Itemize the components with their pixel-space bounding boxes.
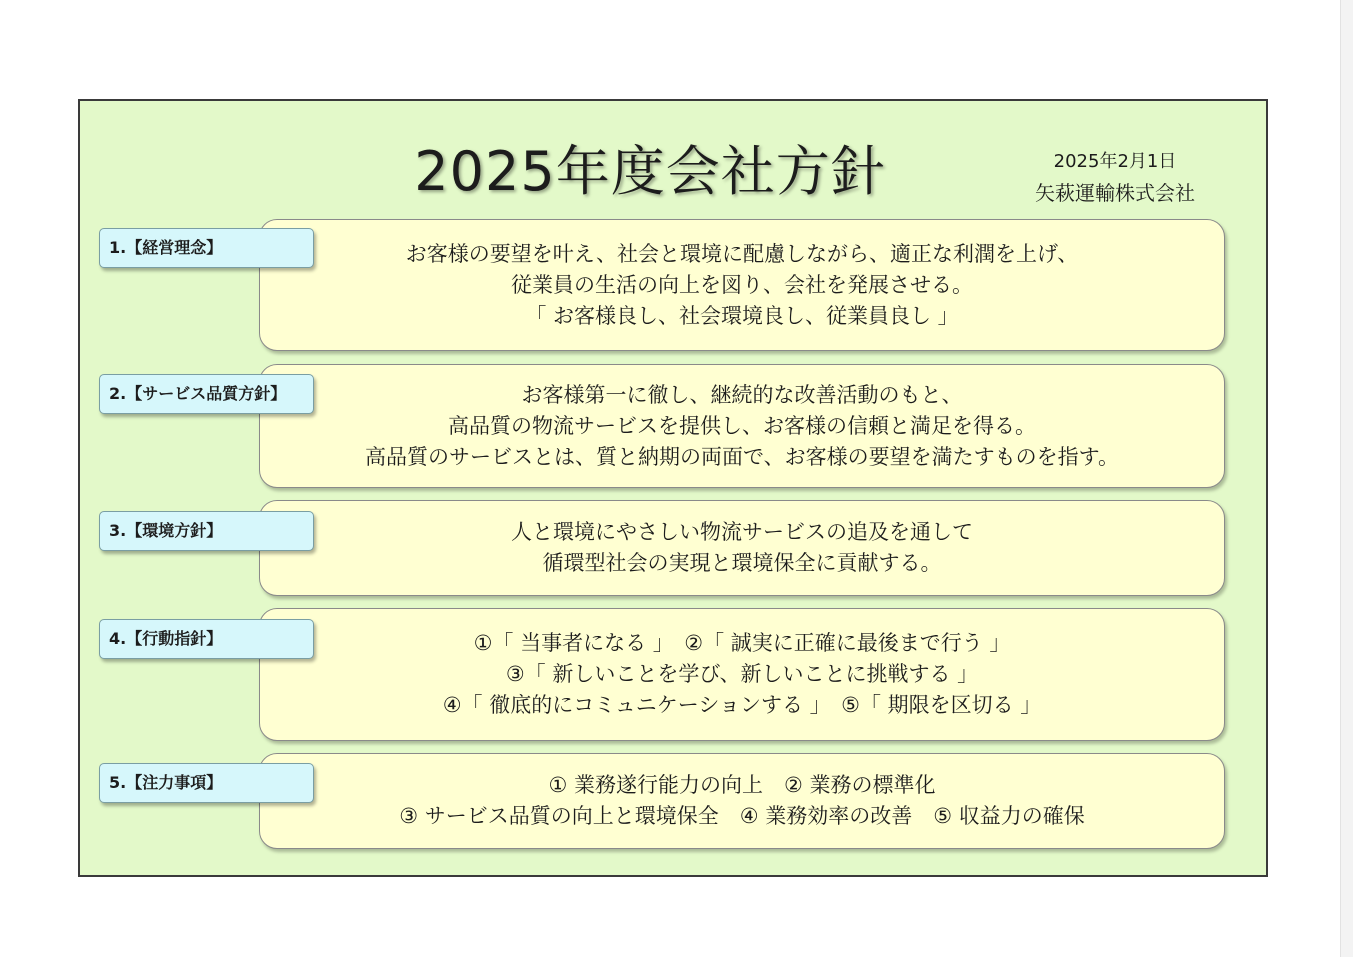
policy-panel xyxy=(78,99,1268,877)
section-4-box xyxy=(259,608,1225,741)
section-line: ④「 徹底的にコミュニケーションする 」 ⑤「 期限を区切る 」 xyxy=(442,693,1042,717)
issue-date: 2025年2月1日 xyxy=(1053,151,1177,172)
section-line: お客様の要望を叶え、社会と環境に配慮しながら、適正な利潤を上げ、 xyxy=(405,241,1079,266)
section-line: お客様第一に徹し、継続的な改善活動のもと、 xyxy=(521,382,963,407)
section-1-box xyxy=(259,219,1225,351)
section-3-box xyxy=(259,500,1225,596)
section-5-box xyxy=(259,753,1225,849)
section-5-label: 5.【注力事項】 xyxy=(99,763,314,803)
section-2-label: 2.【サービス品質方針】 xyxy=(99,374,314,414)
section-line: ① 業務遂行能力の向上 ② 業務の標準化 xyxy=(548,773,936,797)
company-name: 矢萩運輸株式会社 xyxy=(1035,181,1195,205)
section-line: 高品質の物流サービスを提供し、お客様の信頼と満足を得る。 xyxy=(448,413,1036,438)
section-line: 人と環境にやさしい物流サービスの追及を通して xyxy=(511,520,973,544)
section-line: 高品質のサービスとは、質と納期の両面で、お客様の要望を満たすものを指す。 xyxy=(365,444,1119,469)
section-line: ③ サービス品質の向上と環境保全 ④ 業務効率の改善 ⑤ 収益力の確保 xyxy=(399,804,1085,828)
section-line: ①「 当事者になる 」 ②「 誠実に正確に最後まで行う 」 xyxy=(473,631,1011,655)
section-line: ③「 新しいことを学び、新しいことに挑戦する 」 xyxy=(505,662,979,686)
section-4-label: 4.【行動指針】 xyxy=(99,619,314,659)
section-2-box xyxy=(259,364,1225,488)
section-line: 従業員の生活の向上を図り、会社を発展させる。 xyxy=(511,272,973,297)
section-1-label: 1.【経営理念】 xyxy=(99,228,314,268)
page-title: 2025年度会社方針 xyxy=(414,140,886,203)
section-line: 「 お客様良し、社会環境良し、従業員良し 」 xyxy=(525,303,959,328)
scrollbar-track[interactable] xyxy=(1340,0,1353,957)
section-line: 循環型社会の実現と環境保全に貢献する。 xyxy=(542,551,942,575)
section-3-label: 3.【環境方針】 xyxy=(99,511,314,551)
